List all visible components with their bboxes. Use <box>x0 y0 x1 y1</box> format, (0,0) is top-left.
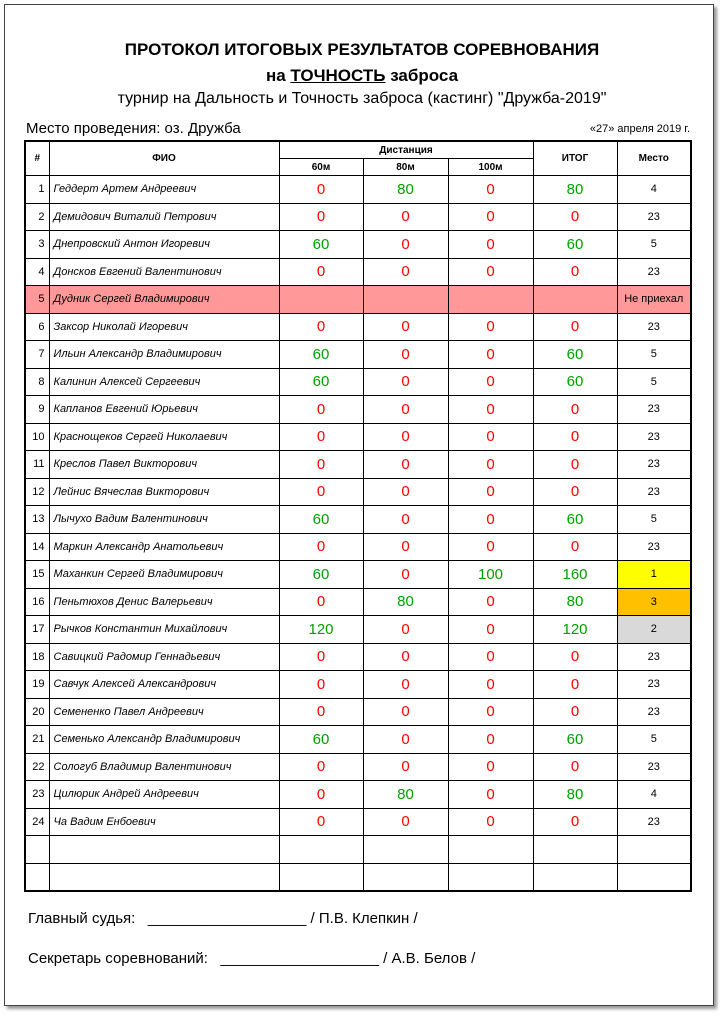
score-total: 0 <box>533 258 617 286</box>
place-cell: 3 <box>617 588 691 616</box>
score-s80: 0 <box>363 258 448 286</box>
score-total: 80 <box>533 588 617 616</box>
score-s80: 0 <box>363 698 448 726</box>
secretary-signature <box>28 950 475 967</box>
score-s80: 0 <box>363 671 448 699</box>
participant-name: Семенько Александр Владимирович <box>49 726 279 754</box>
row-number: 11 <box>25 451 49 479</box>
participant-name: Савчук Алексей Александрович <box>49 671 279 699</box>
place-cell: 23 <box>617 671 691 699</box>
secretary-line: ___________________ <box>220 950 379 967</box>
participant-name: Сологуб Владимир Валентинович <box>49 753 279 781</box>
score-s100 <box>448 286 533 314</box>
participant-name: Савицкий Радомир Геннадьевич <box>49 643 279 671</box>
score-total: 60 <box>533 506 617 534</box>
score-s100: 0 <box>448 203 533 231</box>
score-s60: 0 <box>279 753 363 781</box>
score-s80: 80 <box>363 781 448 809</box>
participant-name: Геддерт Артем Андреевич <box>49 176 279 204</box>
venue: Место проведения: оз. Дружба <box>26 120 241 137</box>
place-cell: 5 <box>617 341 691 369</box>
table-row <box>25 231 691 259</box>
table-row <box>25 451 691 479</box>
header-place: Место <box>617 141 691 176</box>
row-number: 6 <box>25 313 49 341</box>
table-row <box>25 313 691 341</box>
score-total: 60 <box>533 231 617 259</box>
header-distance: Дистанция <box>279 141 533 159</box>
judge-name: / П.В. Клепкин / <box>310 910 418 927</box>
table-row <box>25 286 691 314</box>
place-cell: 23 <box>617 258 691 286</box>
row-number: 23 <box>25 781 49 809</box>
row-number: 1 <box>25 176 49 204</box>
score-total: 0 <box>533 203 617 231</box>
participant-name: Ча Вадим Енбоевич <box>49 808 279 836</box>
participant-name: Лычухо Вадим Валентинович <box>49 506 279 534</box>
score-s100: 0 <box>448 396 533 424</box>
score-total: 60 <box>533 726 617 754</box>
judge-line: ___________________ <box>147 910 307 927</box>
score-s60: 0 <box>279 808 363 836</box>
score-s60: 0 <box>279 588 363 616</box>
score-total: 0 <box>533 753 617 781</box>
score-s60: 0 <box>279 781 363 809</box>
score-s100: 0 <box>448 643 533 671</box>
score-total: 60 <box>533 341 617 369</box>
participant-name: Цилюрик Андрей Андреевич <box>49 781 279 809</box>
empty-cell <box>279 836 363 864</box>
place-cell: 23 <box>617 643 691 671</box>
empty-cell <box>448 863 533 891</box>
participant-name: Маркин Александр Анатольевич <box>49 533 279 561</box>
score-s100: 0 <box>448 313 533 341</box>
score-s80: 0 <box>363 506 448 534</box>
empty-cell <box>533 863 617 891</box>
score-s100: 0 <box>448 753 533 781</box>
place-cell: 23 <box>617 313 691 341</box>
table-row <box>25 176 691 204</box>
place-cell: 5 <box>617 726 691 754</box>
empty-cell <box>25 836 49 864</box>
score-s100: 0 <box>448 671 533 699</box>
score-s100: 0 <box>448 368 533 396</box>
place-cell: 1 <box>617 561 691 589</box>
row-number: 2 <box>25 203 49 231</box>
row-number: 20 <box>25 698 49 726</box>
score-s80: 0 <box>363 533 448 561</box>
score-s80: 0 <box>363 451 448 479</box>
score-total: 0 <box>533 671 617 699</box>
score-s60: 60 <box>279 341 363 369</box>
score-s100: 0 <box>448 451 533 479</box>
score-s100: 0 <box>448 231 533 259</box>
score-s100: 100 <box>448 561 533 589</box>
table-row <box>25 588 691 616</box>
header-total: ИТОГ <box>533 141 617 176</box>
score-total: 0 <box>533 313 617 341</box>
score-s60: 0 <box>279 643 363 671</box>
row-number: 21 <box>25 726 49 754</box>
participant-name: Калинин Алексей Сергеевич <box>49 368 279 396</box>
place-cell: 5 <box>617 368 691 396</box>
score-s80: 0 <box>363 341 448 369</box>
place-cell: 23 <box>617 396 691 424</box>
title-line-2-post: заброса <box>385 66 459 85</box>
row-number: 3 <box>25 231 49 259</box>
place-cell: 23 <box>617 533 691 561</box>
table-row <box>25 341 691 369</box>
secretary-label: Секретарь соревнований: <box>28 950 208 967</box>
title-line-2 <box>0 66 724 86</box>
table-row <box>25 423 691 451</box>
empty-cell <box>617 863 691 891</box>
table-row <box>25 698 691 726</box>
place-cell: 23 <box>617 203 691 231</box>
empty-row <box>25 863 691 891</box>
score-total: 80 <box>533 781 617 809</box>
score-s60: 0 <box>279 396 363 424</box>
participant-name: Краснощеков Сергей Николаевич <box>49 423 279 451</box>
score-s60: 0 <box>279 203 363 231</box>
row-number: 18 <box>25 643 49 671</box>
score-s60: 0 <box>279 698 363 726</box>
score-total: 0 <box>533 396 617 424</box>
score-s100: 0 <box>448 726 533 754</box>
empty-cell <box>363 863 448 891</box>
score-s100: 0 <box>448 781 533 809</box>
participant-name: Маханкин Сергей Владимирович <box>49 561 279 589</box>
row-number: 22 <box>25 753 49 781</box>
participant-name: Заксор Николай Игоревич <box>49 313 279 341</box>
row-number: 7 <box>25 341 49 369</box>
place-cell: 5 <box>617 506 691 534</box>
row-number: 5 <box>25 286 49 314</box>
score-s100: 0 <box>448 698 533 726</box>
score-s80: 0 <box>363 616 448 644</box>
judge-signature <box>28 910 418 927</box>
score-s100: 0 <box>448 506 533 534</box>
score-s60 <box>279 286 363 314</box>
score-s60: 60 <box>279 506 363 534</box>
score-total: 120 <box>533 616 617 644</box>
score-s80: 0 <box>363 808 448 836</box>
place-cell: 5 <box>617 231 691 259</box>
participant-name: Лейнис Вячеслав Викторович <box>49 478 279 506</box>
score-total: 60 <box>533 368 617 396</box>
empty-cell <box>49 836 279 864</box>
score-s100: 0 <box>448 808 533 836</box>
score-total: 0 <box>533 423 617 451</box>
table-row <box>25 781 691 809</box>
row-number: 14 <box>25 533 49 561</box>
score-s60: 60 <box>279 726 363 754</box>
table-row <box>25 396 691 424</box>
score-s80: 0 <box>363 726 448 754</box>
results-body <box>25 141 691 891</box>
score-total: 0 <box>533 698 617 726</box>
table-row <box>25 808 691 836</box>
row-number: 4 <box>25 258 49 286</box>
row-number: 19 <box>25 671 49 699</box>
empty-cell <box>363 836 448 864</box>
score-s80: 80 <box>363 176 448 204</box>
empty-cell <box>49 863 279 891</box>
score-s60: 0 <box>279 176 363 204</box>
title-line-2-underlined: ТОЧНОСТЬ <box>290 66 386 85</box>
title-line-2-pre: на <box>265 66 291 85</box>
table-row <box>25 753 691 781</box>
row-number: 8 <box>25 368 49 396</box>
header-num: # <box>25 141 49 176</box>
table-row <box>25 561 691 589</box>
place-cell: 23 <box>617 423 691 451</box>
empty-cell <box>25 863 49 891</box>
score-total <box>533 286 617 314</box>
row-number: 15 <box>25 561 49 589</box>
participant-name: Рычков Константин Михайлович <box>49 616 279 644</box>
empty-cell <box>533 836 617 864</box>
participant-name: Донсков Евгений Валентинович <box>49 258 279 286</box>
score-s100: 0 <box>448 478 533 506</box>
score-s60: 0 <box>279 478 363 506</box>
place-cell: 23 <box>617 808 691 836</box>
score-total: 0 <box>533 533 617 561</box>
score-s80 <box>363 286 448 314</box>
score-s80: 0 <box>363 203 448 231</box>
table-row <box>25 368 691 396</box>
score-s60: 0 <box>279 258 363 286</box>
place-cell: 23 <box>617 753 691 781</box>
empty-row <box>25 836 691 864</box>
place-cell: 23 <box>617 698 691 726</box>
empty-cell <box>617 836 691 864</box>
score-total: 0 <box>533 478 617 506</box>
score-s80: 80 <box>363 588 448 616</box>
score-s60: 0 <box>279 423 363 451</box>
title-line-1: ПРОТОКОЛ ИТОГОВЫХ РЕЗУЛЬТАТОВ СОРЕВНОВАНИЯ <box>124 40 600 59</box>
row-number: 10 <box>25 423 49 451</box>
table-row <box>25 671 691 699</box>
secretary-name: / А.В. Белов / <box>383 950 476 967</box>
empty-cell <box>279 863 363 891</box>
score-s80: 0 <box>363 313 448 341</box>
place-cell: 2 <box>617 616 691 644</box>
header-80m: 80м <box>363 159 448 176</box>
row-number: 9 <box>25 396 49 424</box>
header-row-1 <box>25 141 691 159</box>
score-s100: 0 <box>448 258 533 286</box>
score-s80: 0 <box>363 753 448 781</box>
place-cell: 4 <box>617 176 691 204</box>
table-row <box>25 643 691 671</box>
place-cell: Не приехал <box>617 286 691 314</box>
table-row <box>25 203 691 231</box>
participant-name: Дудник Сергей Владимирович <box>49 286 279 314</box>
score-s100: 0 <box>448 176 533 204</box>
score-s80: 0 <box>363 561 448 589</box>
score-total: 0 <box>533 808 617 836</box>
place-cell: 4 <box>617 781 691 809</box>
header-fio: ФИО <box>49 141 279 176</box>
header-100m: 100м <box>448 159 533 176</box>
judge-label: Главный судья: <box>28 910 136 927</box>
table-row <box>25 506 691 534</box>
participant-name: Капланов Евгений Юрьевич <box>49 396 279 424</box>
row-number: 16 <box>25 588 49 616</box>
score-total: 0 <box>533 643 617 671</box>
table-row <box>25 616 691 644</box>
score-s60: 60 <box>279 368 363 396</box>
place-cell: 23 <box>617 478 691 506</box>
row-number: 17 <box>25 616 49 644</box>
score-s100: 0 <box>448 533 533 561</box>
score-s60: 0 <box>279 313 363 341</box>
results-table <box>24 140 692 892</box>
empty-cell <box>448 836 533 864</box>
score-s80: 0 <box>363 231 448 259</box>
score-s80: 0 <box>363 643 448 671</box>
participant-name: Семененко Павел Андреевич <box>49 698 279 726</box>
score-s80: 0 <box>363 478 448 506</box>
row-number: 13 <box>25 506 49 534</box>
table-row <box>25 478 691 506</box>
score-s100: 0 <box>448 341 533 369</box>
participant-name: Креслов Павел Викторович <box>49 451 279 479</box>
score-total: 0 <box>533 451 617 479</box>
score-s60: 0 <box>279 671 363 699</box>
table-row <box>25 258 691 286</box>
score-s80: 0 <box>363 423 448 451</box>
table-row <box>25 533 691 561</box>
score-s60: 0 <box>279 451 363 479</box>
score-s60: 120 <box>279 616 363 644</box>
score-s60: 0 <box>279 533 363 561</box>
participant-name: Ильин Александр Владимирович <box>49 341 279 369</box>
score-s100: 0 <box>448 588 533 616</box>
row-number: 12 <box>25 478 49 506</box>
table-row <box>25 726 691 754</box>
date: «27» апреля 2019 г. <box>589 123 690 135</box>
place-cell: 23 <box>617 451 691 479</box>
participant-name: Пеньтюхов Денис Валерьевич <box>49 588 279 616</box>
score-total: 160 <box>533 561 617 589</box>
row-number: 24 <box>25 808 49 836</box>
participant-name: Днепровский Антон Игоревич <box>49 231 279 259</box>
score-s60: 60 <box>279 561 363 589</box>
score-s80: 0 <box>363 396 448 424</box>
participant-name: Демидович Виталий Петрович <box>49 203 279 231</box>
subtitle: турнир на Дальность и Точность заброса (кастинг) "Дружба-2019" <box>117 90 607 107</box>
score-s80: 0 <box>363 368 448 396</box>
score-s100: 0 <box>448 616 533 644</box>
score-s100: 0 <box>448 423 533 451</box>
score-s60: 60 <box>279 231 363 259</box>
score-total: 80 <box>533 176 617 204</box>
header-60m: 60м <box>279 159 363 176</box>
